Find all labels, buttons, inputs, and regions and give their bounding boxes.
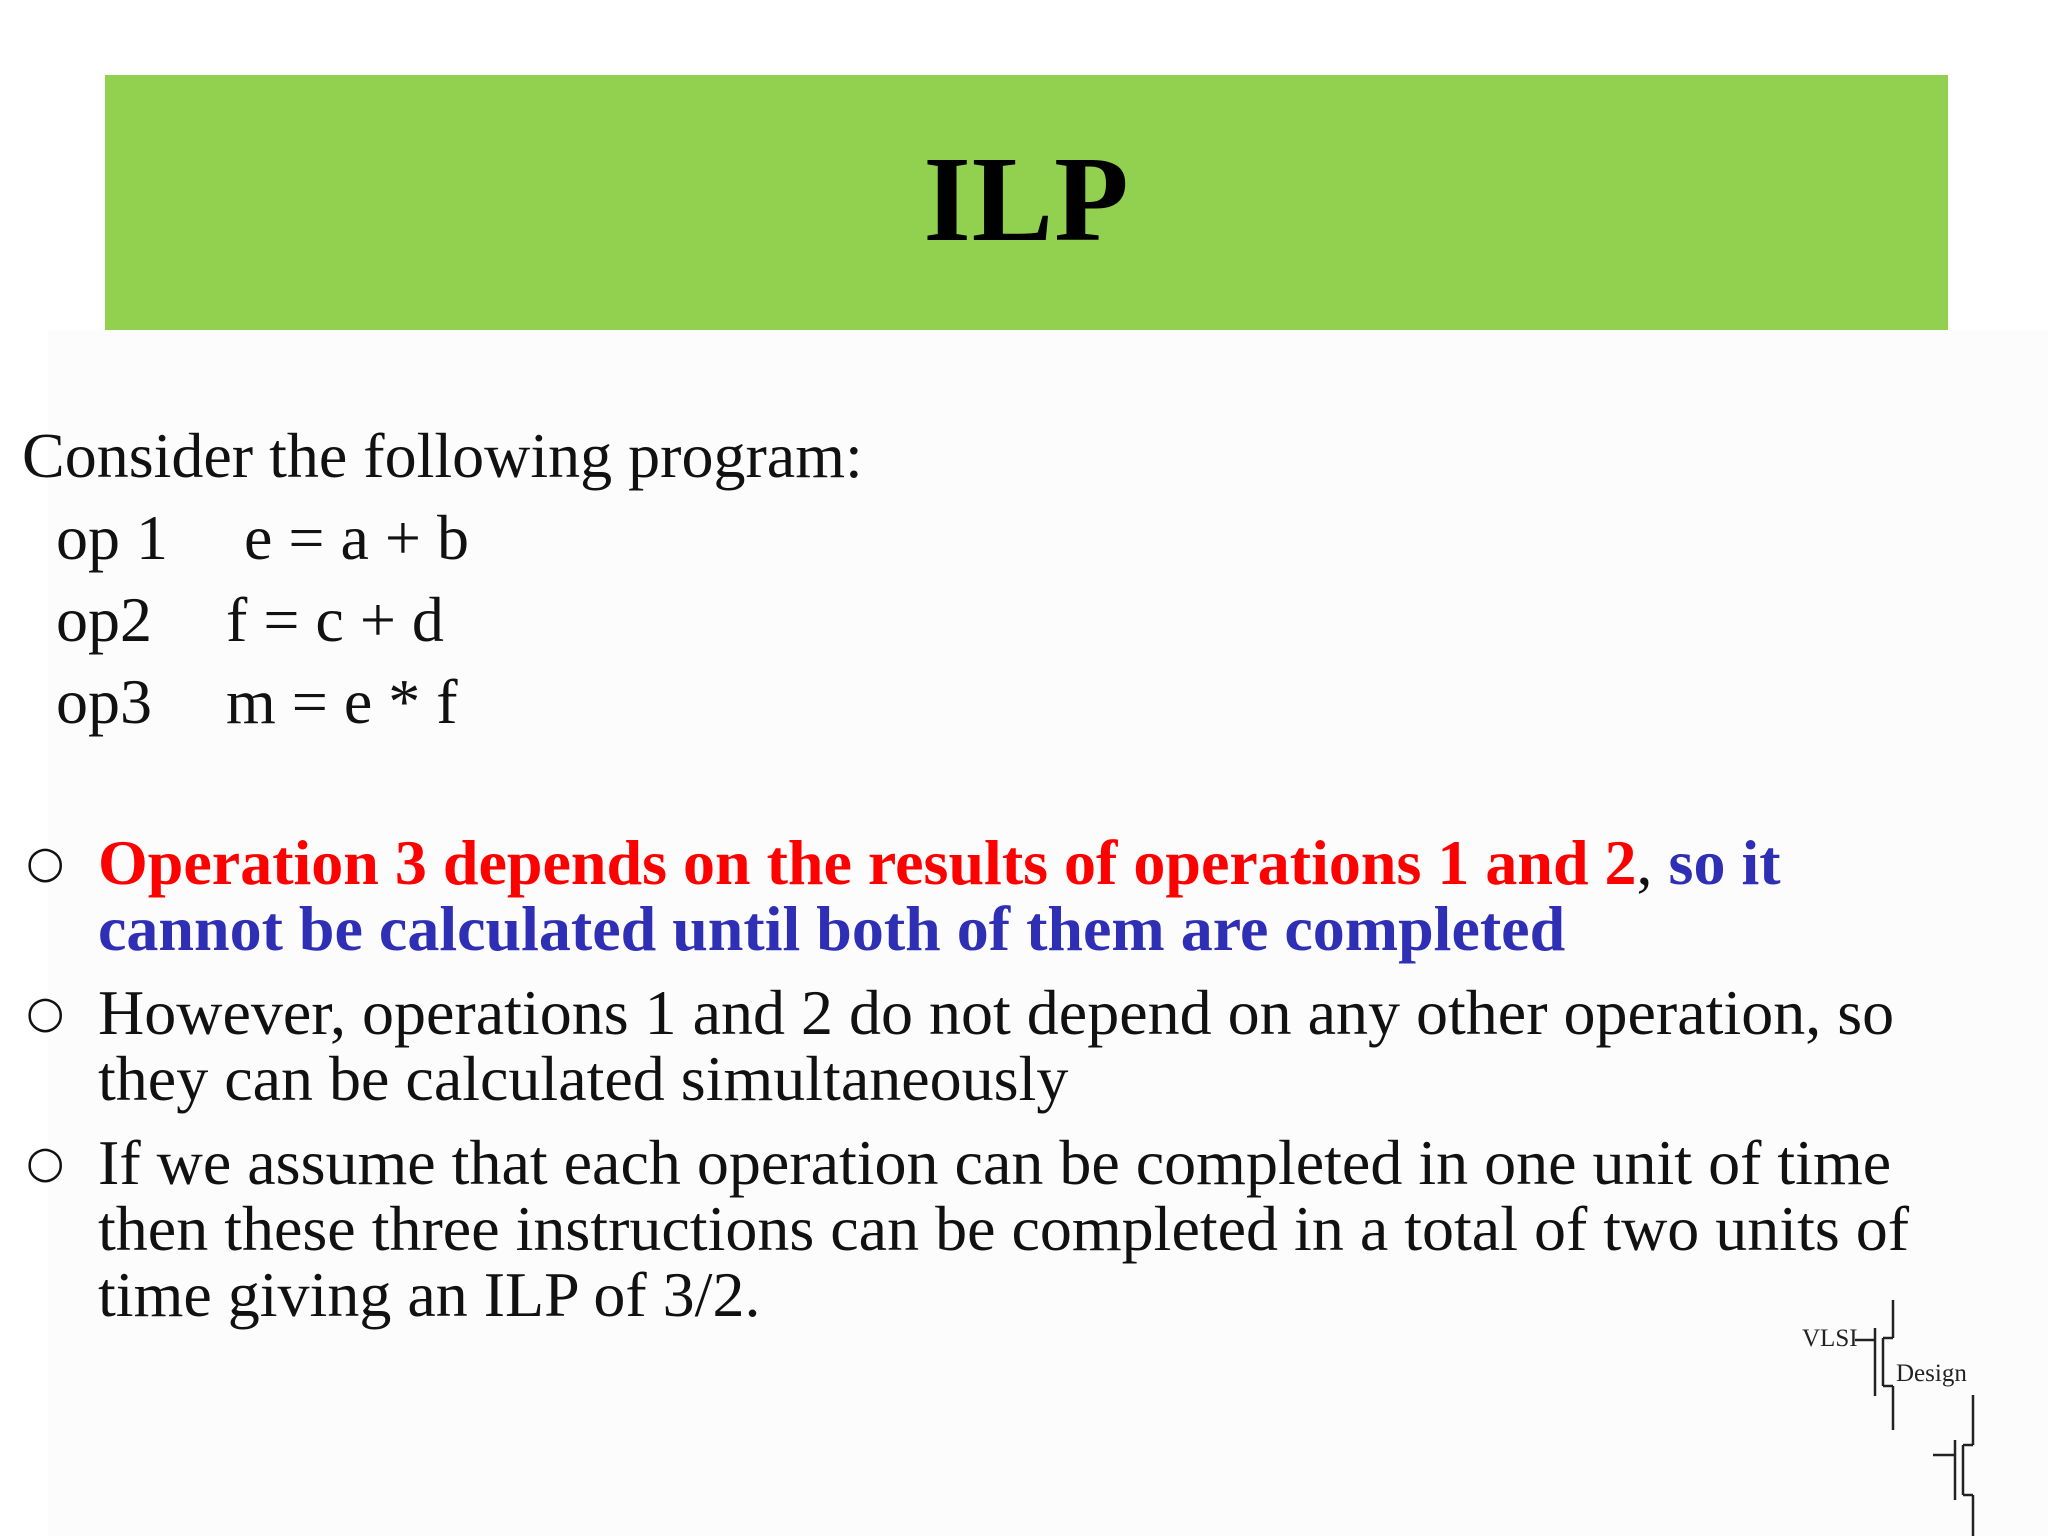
bullet-text-comma: ,: [1636, 827, 1653, 898]
bullet-text-blue: so it cannot be calculated until both of them are completed: [98, 827, 1781, 964]
bullet-text: However, operations 1 and 2 do not depend on any other operation, so they can be calculated simultaneously: [98, 977, 1895, 1114]
op-expression: f = c + d: [226, 584, 444, 655]
vlsi-design-logo: [1795, 1300, 2005, 1536]
bullet-text-red: Operation 3 depends on the results of operations 1 and 2: [98, 827, 1637, 898]
logo-bottom-text: Design: [1896, 1360, 1967, 1387]
bullet-item-dependency: [22, 827, 1962, 964]
bullet-circle-icon: ○: [26, 837, 65, 888]
title-banner: [105, 75, 1948, 330]
program-line-op2: [22, 579, 863, 661]
bullet-text: If we assume that each operation can be completed in one unit of time then these three instructions can be completed in a total of two units of time giving an ILP of 3/2.: [98, 1127, 1910, 1330]
bullet-item-parallel: [22, 977, 1962, 1114]
slide-title: ILP: [923, 131, 1130, 267]
bullet-circle-icon: ○: [26, 1137, 65, 1188]
bullet-item-ilp-result: [22, 1127, 1962, 1330]
bullet-circle-icon: ○: [26, 987, 65, 1038]
op-label: op 1: [56, 502, 168, 573]
op-expression: e = a + b: [244, 502, 469, 573]
program-line-op3: [22, 661, 863, 743]
bullet-list: [22, 827, 1962, 1330]
program-line-op1: [22, 497, 863, 579]
transistor-symbol-icon: [1855, 1300, 1973, 1536]
op-label: op2: [56, 584, 152, 655]
op-label: op3: [56, 666, 152, 737]
program-intro: Consider the following program:: [22, 420, 863, 491]
op-expression: m = e * f: [226, 666, 458, 737]
program-block: [22, 415, 863, 743]
logo-top-text: VLSI: [1802, 1325, 1858, 1352]
